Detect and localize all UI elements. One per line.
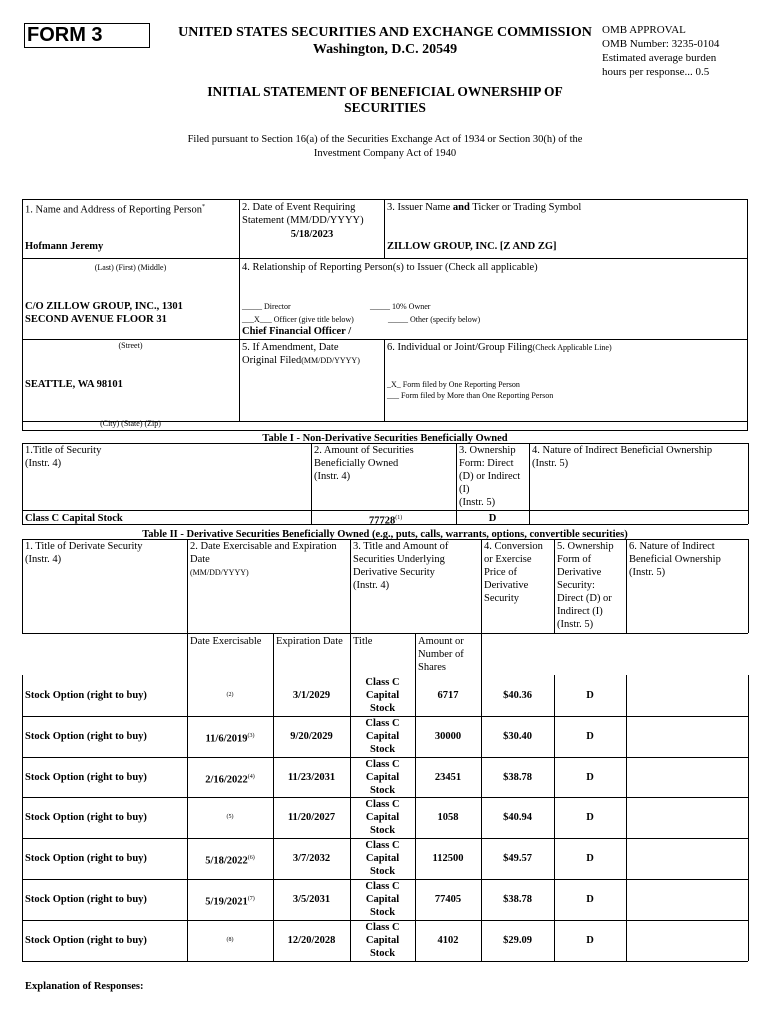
exercise-price: $40.94 — [503, 812, 532, 823]
date-exercisable — [187, 771, 273, 787]
t2-col3-header: 3. Title and Amount of Securities Underlying Derivative Security (Instr. 4) — [353, 541, 449, 591]
divider — [529, 443, 530, 524]
t1-row-title: Class C Capital Stock — [25, 513, 123, 524]
divider — [22, 539, 23, 633]
security-title: Stock Option (right to buy) — [25, 731, 147, 742]
issuer-name: ZILLOW GROUP, INC. [Z AND ZG] — [387, 241, 557, 252]
divider — [748, 675, 749, 961]
underlying-title-line: Stock — [369, 744, 396, 755]
explanation-heading: Explanation of Responses: — [25, 981, 144, 992]
underlying-title — [350, 839, 415, 878]
sub-title: Title — [353, 636, 373, 647]
ownership-form: D — [586, 731, 594, 742]
t1-col4-header: 4. Nature of Indirect Beneficial Ownership (Instr. 5) — [532, 445, 713, 469]
divider — [626, 757, 627, 798]
ownership-form: D — [586, 853, 594, 864]
divider — [22, 258, 748, 259]
underlying-title — [350, 921, 415, 960]
divider — [311, 443, 312, 524]
divider — [626, 675, 627, 716]
underlying-shares: 4102 — [437, 935, 459, 946]
title-line-1: INITIAL STATEMENT OF BENEFICIAL OWNERSHIP OF — [207, 84, 563, 99]
underlying-title — [350, 798, 415, 837]
date-exercisable-value: 2/16/2022 — [205, 774, 248, 786]
security-title: Stock Option (right to buy) — [25, 894, 147, 905]
underlying-title-line: Stock — [369, 825, 396, 836]
filing-one-person: _X_ Form filed by One Reporting Person — [387, 380, 520, 389]
t2-col6-header: 6. Nature of Indirect Beneficial Ownership (Instr. 5) — [629, 541, 721, 578]
amendment-label-2: Original Filed(MM/DD/YYYY) — [242, 355, 360, 366]
expiration-date: 3/5/2031 — [292, 894, 331, 905]
underlying-title-line: Stock — [369, 785, 396, 796]
exercise-price: $38.78 — [503, 772, 532, 783]
event-date-label-1: 2. Date of Event Requiring — [242, 202, 356, 213]
amendment-label-1: 5. If Amendment, Date — [242, 342, 339, 353]
t2-col1-header: 1. Title of Derivate Security (Instr. 4) — [25, 541, 143, 565]
underlying-title-line: Class C — [365, 677, 400, 688]
divider — [22, 510, 748, 511]
divider — [481, 539, 482, 633]
footnote-ref: (5) — [226, 814, 234, 820]
ownership-form: D — [586, 812, 594, 823]
document-title — [190, 84, 580, 116]
t1-col1-header: 1.Title of Security (Instr. 4) — [25, 445, 102, 469]
address-line-1: C/O ZILLOW GROUP, INC., 1301 — [25, 301, 183, 312]
officer-title: Chief Financial Officer / — [242, 326, 352, 337]
issuer-label: 3. Issuer Name and Ticker or Trading Symbol — [387, 202, 582, 213]
date-exercisable — [187, 689, 273, 705]
divider — [22, 961, 748, 962]
address-line-2: SECOND AVENUE FLOOR 31 — [25, 314, 167, 325]
agency-title — [170, 24, 600, 58]
street-caption: (Street) — [118, 341, 143, 350]
ownership-form: D — [586, 772, 594, 783]
event-date: 5/18/2023 — [290, 229, 334, 240]
underlying-shares: 112500 — [432, 853, 464, 864]
table-1-title: Table I - Non-Derivative Securities Beneficially Owned — [262, 433, 508, 444]
underlying-title-line: Class C — [365, 718, 400, 729]
omb-line-1: OMB APPROVAL — [602, 24, 686, 36]
t1-row-amount: 77728$^{(1)}$ — [369, 515, 403, 527]
underlying-title — [350, 717, 415, 756]
security-title: Stock Option (right to buy) — [25, 812, 147, 823]
divider — [626, 920, 627, 961]
t2-col4-header: 4. Conversion or Exercise Price of Derivative Security — [484, 541, 543, 604]
underlying-title-line: Capital — [365, 935, 400, 946]
underlying-title-line: Class C — [365, 881, 400, 892]
ten-percent-owner-checkbox: _____ 10% Owner — [370, 302, 431, 311]
divider — [22, 443, 23, 524]
underlying-title-line: Stock — [369, 866, 396, 877]
footnote-ref: (8) — [226, 937, 234, 943]
footnote-ref: (3) — [247, 733, 255, 739]
city-state-zip: SEATTLE, WA 98101 — [25, 379, 123, 390]
filed-line-1: Filed pursuant to Section 16(a) of the Securities Exchange Act of 1934 or Section 30(h) of the — [187, 134, 583, 145]
name-parts-caption: (Last) (First) (Middle) — [94, 263, 167, 272]
underlying-title-line: Class C — [365, 759, 400, 770]
underlying-title-line: Stock — [369, 907, 396, 918]
exercise-price: $30.40 — [503, 731, 532, 742]
date-exercisable — [187, 852, 273, 868]
security-title: Stock Option (right to buy) — [25, 935, 147, 946]
t2-col5-header: 5. Ownership Form of Derivative Security: Direct (D) or Indirect (I) (Instr. 5) — [557, 541, 614, 630]
ownership-form: D — [586, 935, 594, 946]
director-checkbox: _____ Director — [242, 302, 291, 311]
underlying-shares: 30000 — [434, 731, 462, 742]
underlying-title-line: Class C — [365, 922, 400, 933]
divider — [22, 675, 23, 961]
omb-line-4: hours per response... 0.5 — [602, 66, 710, 78]
other-checkbox: _____ Other (specify below) — [388, 315, 481, 324]
security-title: Stock Option (right to buy) — [25, 690, 147, 701]
security-title: Stock Option (right to buy) — [25, 772, 147, 783]
exercise-price: $38.78 — [503, 894, 532, 905]
title-line-2: SECURITIES — [344, 100, 426, 115]
underlying-title-line: Class C — [365, 799, 400, 810]
underlying-title — [350, 758, 415, 797]
underlying-title-line: Stock — [369, 948, 396, 959]
filed-pursuant — [150, 133, 620, 161]
sub-expiration-date: Expiration Date — [276, 636, 343, 647]
divider — [748, 539, 749, 633]
table-2-title: Table II - Derivative Securities Beneficially Owned (e.g., puts, calls, warrants, options, convertible securities) — [142, 529, 628, 540]
footnote-ref: (7) — [247, 896, 255, 902]
underlying-title-line: Class C — [365, 840, 400, 851]
filing-multiple-persons: ___ Form filed by More than One Reporting Person — [387, 391, 554, 400]
underlying-title-line: Capital — [365, 772, 400, 783]
divider — [626, 716, 627, 757]
officer-checkbox: ___X___ Officer (give title below) — [242, 315, 354, 324]
date-exercisable — [187, 811, 273, 827]
sub-amount-shares: Amount or Number of Shares — [418, 636, 464, 673]
footnote-ref: (6) — [247, 855, 255, 861]
divider — [384, 199, 385, 258]
divider — [273, 633, 274, 675]
divider — [626, 797, 627, 838]
divider — [626, 838, 627, 879]
date-exercisable-value: 11/6/2019 — [205, 733, 248, 745]
omb-line-3: Estimated average burden — [602, 52, 717, 64]
omb-line-2: OMB Number: 3235-0104 — [602, 38, 720, 50]
divider — [626, 879, 627, 920]
underlying-title — [350, 676, 415, 715]
form-label: FORM 3 — [24, 23, 150, 48]
footnote-ref: (2) — [226, 692, 234, 698]
underlying-title-line: Capital — [365, 731, 400, 742]
relationship-label: 4. Relationship of Reporting Person(s) to Issuer (Check all applicable) — [242, 262, 538, 273]
divider — [22, 633, 748, 634]
underlying-title-line: Capital — [365, 812, 400, 823]
divider — [415, 633, 416, 675]
date-exercisable-value: 5/19/2021 — [205, 896, 248, 908]
underlying-title — [350, 880, 415, 919]
reporting-person-name: Hofmann Jeremy — [25, 241, 104, 252]
security-title: Stock Option (right to buy) — [25, 853, 147, 864]
underlying-title-line: Stock — [369, 703, 396, 714]
exercise-price: $40.36 — [503, 690, 532, 701]
ownership-form: D — [586, 894, 594, 905]
underlying-shares: 77405 — [434, 894, 462, 905]
divider — [187, 539, 188, 633]
date-exercisable — [187, 730, 273, 746]
expiration-date: 9/20/2029 — [290, 731, 333, 742]
underlying-shares: 6717 — [437, 690, 459, 701]
underlying-shares: 23451 — [434, 772, 462, 783]
city-parts-caption: (City) (State) (Zip) — [100, 419, 161, 428]
divider — [626, 539, 627, 633]
name-label: 1. Name and Address of Reporting Person* — [25, 204, 206, 216]
expiration-date: 3/1/2029 — [292, 690, 331, 701]
t1-row-form: D — [488, 513, 497, 524]
divider — [350, 539, 351, 633]
t2-col2-header: 2. Date Exercisable and Expiration Date (MM/DD/YYYY) — [190, 541, 337, 577]
underlying-title-line: Capital — [365, 853, 400, 864]
divider — [384, 339, 385, 421]
agency-line-2: Washington, D.C. 20549 — [312, 42, 458, 57]
date-exercisable-value: 5/18/2022 — [205, 855, 248, 867]
exercise-price: $49.57 — [503, 853, 532, 864]
divider — [554, 539, 555, 633]
date-exercisable — [187, 934, 273, 950]
divider — [481, 633, 482, 675]
divider — [187, 633, 188, 675]
agency-line-1: UNITED STATES SECURITIES AND EXCHANGE COMMISSION — [178, 25, 592, 40]
ownership-form: D — [586, 690, 594, 701]
exercise-price: $29.09 — [503, 935, 532, 946]
underlying-title-line: Capital — [365, 690, 400, 701]
divider — [350, 633, 351, 675]
filing-label: 6. Individual or Joint/Group Filing(Check Applicable Line) — [387, 342, 612, 353]
event-date-label-2: Statement (MM/DD/YYYY) — [242, 215, 364, 226]
expiration-date: 3/7/2032 — [292, 853, 331, 864]
divider — [748, 443, 749, 524]
expiration-date: 12/20/2028 — [287, 935, 336, 946]
sub-date-exercisable: Date Exercisable — [190, 636, 262, 647]
underlying-title-line: Capital — [365, 894, 400, 905]
underlying-shares: 1058 — [437, 812, 459, 823]
expiration-date: 11/20/2027 — [287, 812, 336, 823]
t1-col2-header: 2. Amount of Securities Beneficially Owned (Instr. 4) — [314, 445, 414, 482]
footnote-ref: (4) — [247, 774, 255, 780]
filed-line-2: Investment Company Act of 1940 — [313, 148, 457, 159]
t1-col3-header: 3. Ownership Form: Direct (D) or Indirect (I) (Instr. 5) — [459, 445, 521, 508]
omb-approval — [602, 23, 762, 79]
expiration-date: 11/23/2031 — [287, 772, 336, 783]
date-exercisable — [187, 893, 273, 909]
